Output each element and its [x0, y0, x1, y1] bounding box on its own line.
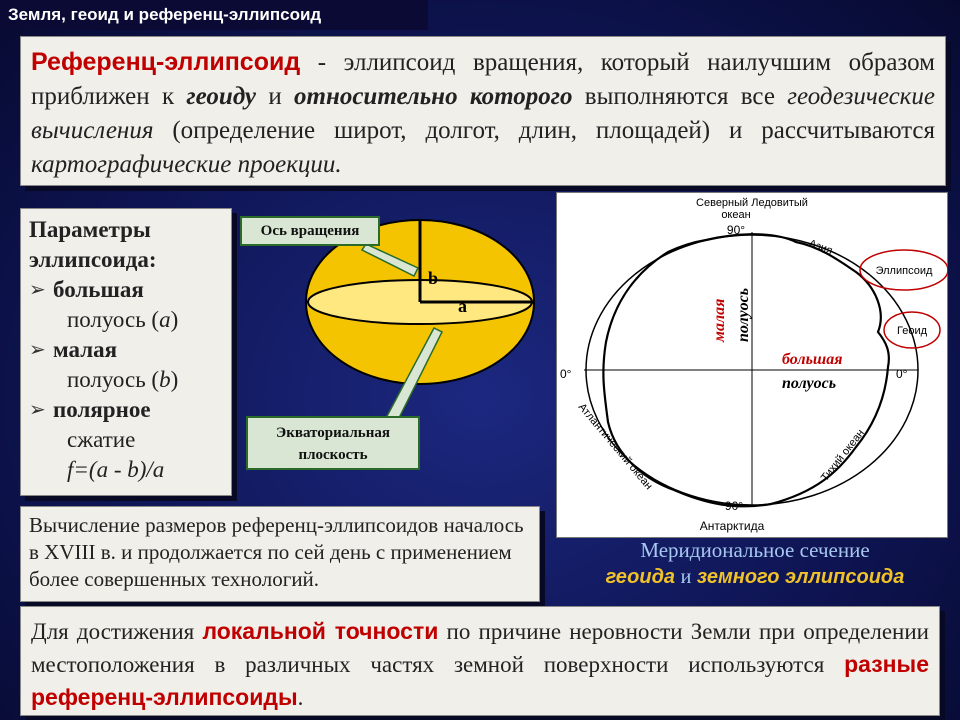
bullet-icon: ➢: [29, 279, 46, 301]
different-ellipsoids-accent: разные референц-эллипсоиды: [31, 651, 929, 710]
rotation-axis-label: Ось вращения: [240, 216, 380, 246]
section-caption-1: Меридиональное сечение: [640, 538, 870, 562]
definition-term: Референц-эллипсоид: [31, 48, 301, 76]
major-label-2: полуось: [782, 375, 837, 392]
definition-carto: картографические проекции.: [31, 151, 342, 178]
bullet-icon: ➢: [29, 399, 46, 421]
pacific-label: Тихий океан: [818, 427, 867, 484]
meridional-section-diagram: [556, 192, 948, 538]
slide-title: Земля, геоид и референц-эллипсоид: [0, 0, 428, 30]
param-item-flattening: ➢ полярное: [29, 395, 223, 425]
param-major-sub: полуось (a): [67, 307, 179, 332]
history-box: Вычисление размеров референц-эллипсоидов началось в XVIII в. и продолжается по сей день с применением более совершенных технологий.: [20, 506, 540, 602]
equator-plane-label: Экваториальная плоскость: [246, 416, 420, 470]
section-caption-2: геоида и земного эллипсоида: [605, 566, 905, 588]
major-label-1: большая: [782, 351, 843, 368]
params-heading-1: Параметры: [29, 217, 151, 242]
definition-text-2: и: [256, 83, 295, 110]
parameters-box: [20, 208, 232, 496]
south-label: Антарктида: [699, 519, 765, 533]
north-label: Северный Ледовитый: [696, 197, 808, 209]
param-minor-sub: полуось (b): [67, 367, 179, 392]
bullet-icon: ➢: [29, 339, 46, 361]
minor-label-1: малая: [711, 298, 728, 342]
left-deg: 0°: [560, 367, 572, 381]
param-flattening-label: сжатие: [67, 427, 136, 452]
definition-box: [20, 36, 946, 186]
label-b: b: [428, 268, 439, 288]
definition-geoid: геоиду: [186, 83, 256, 110]
definition-geodesic: геодезические вычисления: [31, 83, 935, 144]
local-accuracy-box: Для достижения локальной точности по причине неровности Земли при определении местоположения в различных частях земной поверхности используются разные референц-эллипсоиды.: [20, 606, 940, 716]
minor-label-2: полуось: [735, 287, 752, 342]
definition-text-3: выполняются все: [572, 83, 788, 110]
definition-text-4: (определение широт, долгот, длин, площадей) и рассчитываются: [153, 117, 935, 144]
param-item-minor: ➢ малая: [29, 335, 223, 365]
geoid-label: Геоид: [896, 325, 928, 337]
definition-relative: относительно которого: [294, 83, 573, 110]
asia-label: Азия: [806, 237, 835, 258]
definition-text-1: - эллипсоид вращения, который наилучшим образом приближен к: [31, 49, 935, 110]
local-accuracy-accent: локальной точности: [202, 618, 439, 644]
lat-bottom: 90°: [724, 499, 744, 513]
param-item-major: ➢ большая: [29, 275, 223, 305]
params-heading-2: эллипсоида:: [29, 247, 157, 272]
right-deg: 0°: [896, 367, 908, 381]
north-label-2: океан: [721, 209, 751, 221]
atlantic-label: Атлантический океан: [575, 401, 655, 493]
param-flattening-formula: f=(a - b)/a: [67, 457, 165, 482]
label-a: a: [458, 296, 467, 316]
ellipsoid-label: Эллипсоид: [875, 265, 933, 277]
lat-top: 90°: [726, 223, 746, 237]
